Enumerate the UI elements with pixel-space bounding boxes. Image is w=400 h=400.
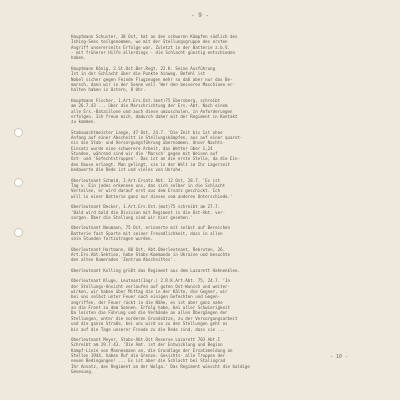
- text-line: Verteilen, er wird darauf erst aus dem Ersatz geschickt. Ich: [71, 188, 221, 194]
- text-line: Ist in der Schlacht über die Punkte hinweg. Befehl ist: [71, 71, 206, 77]
- text-line: und die ganze Straße, bei uns wird so zu den Stellungen geht es: [71, 321, 228, 327]
- paragraph: [71, 225, 353, 241]
- text-line: marsch, dann wir in der Sonne voll 'Wer den besseren Maschinen er-: [71, 81, 235, 87]
- text-line: den Hause erlangt. Man gelingt, sie in der Welt im Ihr Lagerzeit: [71, 161, 231, 167]
- paragraph: [71, 268, 353, 273]
- text-line: wirken, wir haben über Mittag die in der Kälte, die Gegner, wir: [71, 289, 228, 295]
- text-line: Schreibt am 29.7.43. 'Die Amt. ist der Entwicklung und Beginn: [71, 342, 223, 348]
- text-line: Stunden, während sind wir die 'Marsch' gegen mit Weisen auf: [71, 151, 218, 157]
- page-number: - 9 -: [190, 12, 210, 19]
- text-line: der Stellungs-Ansicht verlaufen auf guten Ost-Wunsch und weiter-: [71, 283, 231, 289]
- paragraph: [71, 178, 353, 199]
- text-line: Anfang auf einer Abschnitt in Stellungskämpfen, aus auf einer quaret-: [71, 135, 243, 141]
- text-line: bedauerte die Rede ist und vieles von Unruhe.: [71, 167, 183, 173]
- text-line: halten haben in Ostern, 8 Uhr.: [71, 87, 146, 93]
- text-line: Angriff unsererseits Erfolge war. Zuletzt in der Batterie z.b.V.: [71, 44, 231, 50]
- text-line: Oberleutnant Schmid, 2.Art.Ersatz Abt. 12 Ost, 28.7. 'Es ist: [71, 177, 221, 183]
- text-line: Einsatz wurde eine schwerere Arbeit, das Wetter über 1,24: [71, 145, 213, 151]
- text-line: Hauptmann Fischer, 1.Art.Ers.Ost.(mot)75 Ebersberg, schreibt: [71, 97, 221, 103]
- text-line: erfolgen. Ich freue mich, dadurch daher mit der Regiment in Kontakt: [71, 113, 238, 119]
- text-line: sorgen. Über die Stellung sind wir hier gesehen.': [71, 214, 193, 220]
- text-line: Ishing-Sees teilgenommen, wo mit der Stellungsgruppe des ersten: [71, 39, 228, 45]
- paragraph: [71, 130, 353, 173]
- text-line: Oberleutnant Neumann, 75 Ost, erinnerte mit selbst auf Bereichen: [71, 225, 231, 231]
- text-line: Da leisten die Führung und die Verbände an allen Übergängen der: [71, 310, 228, 316]
- text-line: Tag v. Ein jedes erkennen uns, das sich selber in die Schlacht: [71, 183, 226, 188]
- paragraph: [71, 278, 353, 331]
- text-line: Oberleutnant Meyer, Stabs-Abt.Ost Reserve Lazarett 703 Abt.I: [71, 337, 221, 343]
- paragraph: [71, 337, 353, 374]
- text-line: an die Front zu dem Sonnen. Erfolg habe, bei aller Schwierigkeit: [71, 305, 231, 311]
- text-line: will in einer Batterie ganz nur dieses vom anderen Unterschiede.': [71, 193, 233, 199]
- text-line: am 26.7.43 ... über die Marschrichtung der Ers.-Abt. Nach einem: [71, 103, 228, 109]
- text-line: Batterie fast Sparte mit seiner Freundlichkeit, dass in allen: [71, 230, 223, 236]
- text-line: Oberleutnant Kolling grüßt das Regiment aus dem Lazarett Hahnenklee.: [71, 267, 240, 273]
- next-page-marker: - 10 -: [330, 354, 349, 360]
- text-line: Ost- und 'Gefechtstruppen'. Das ist an die erste Stelle, da die Ein-: [71, 156, 240, 162]
- paragraph: [71, 34, 353, 61]
- text-line: zu kommen.: [71, 119, 96, 125]
- text-line: 'Bald wird bald die Division mit Regiment in die Ost-Abt. ver-: [71, 209, 226, 215]
- text-line: den alten Kameraden 'Zentrum Abschnittes'.: [71, 257, 176, 263]
- text-line: sein Stunden fortzutragen wurden.: [71, 236, 153, 242]
- paragraph: [71, 247, 353, 263]
- text-line: Stellungen, unter die vorderen Grundsätze, zu der Versorgungsarbeit: [71, 315, 238, 321]
- text-line: Art.Ers.Abt.Sektion, habe Stabs-Kommando in Ukraine und besuchte: [71, 252, 231, 257]
- text-line: Genesung.: [71, 369, 94, 375]
- text-line: Oberleutnant Kluge, Leutnant(Ingr.) 2.R.K.Art.Abt. 75, 24.7. 'In: [71, 278, 231, 284]
- text-line: angriffen, der Feuer rückt in die Nähe, es ist aber ganz nahe: [71, 299, 223, 305]
- text-line: bis auf die Tage unserer Freude zu die Rede sind, dass sie ...: [71, 326, 226, 332]
- text-line: haben.: [71, 55, 86, 61]
- text-line: Hauptmann Schuster, 38 Ost, hat an den schweren Kämpfen südlich des: [71, 34, 238, 39]
- punch-hole: [14, 128, 23, 137]
- text-line: Oberleutnant Becker, 1.Art.Ers.Ost.(mot)75 schreibt am 27.7.: [71, 204, 221, 210]
- punch-hole: [14, 228, 23, 237]
- paragraph: [71, 204, 353, 220]
- text-line: Oberleutnant Hartmann, 80 Ost, Abt.Oberleutnant, Rekruten, 26.: [71, 246, 226, 252]
- punch-hole: [14, 178, 23, 187]
- text-line: Nobel sicher gegen Feinde Flugzeugen mehr so daß aber nur das Be-: [71, 76, 233, 82]
- text-line: - mit früherer Hilfe allerdings - die Schlacht günstig entschieden: [71, 50, 235, 56]
- text-line: neuen Bedingungen! ... Es ist aber die Schlacht bei Stalingrad: [71, 358, 226, 364]
- text-line: Kampf-Linie von Mannesmann an, die Grundlage der Ersatzmeldung an: [71, 347, 233, 353]
- paragraph: [71, 98, 353, 125]
- text-line: alle Ers.-Bataillone und auch diese umzuschulen, in Anforderungen: [71, 108, 233, 114]
- text-line: Hauptmann König, 2.St.Ost.Ber.Regt. 22.K. Seine Ausführung: [71, 65, 216, 71]
- text-line: bei uns selbst unter Feuer nach einigen Gefechten und Gegen-: [71, 294, 221, 300]
- text-line: nis die Stab- und Versorgungsführung übernommen. Unser Nachts-: [71, 140, 226, 146]
- paragraph: [71, 66, 353, 93]
- text-line: Ihr Ansatz, das Regiment an der Wolga.' Das Regiment wünscht die baldige: [71, 363, 250, 369]
- document-body: [71, 34, 353, 380]
- text-line: Stellen 1944, haben Ruf die Grenze. Gesichts- alle Truppen der: [71, 353, 226, 359]
- text-line: Stabswachtmeister Lange, 47 Ost, 24.7. 'Die Zeit bis 1st ohne: [71, 129, 223, 135]
